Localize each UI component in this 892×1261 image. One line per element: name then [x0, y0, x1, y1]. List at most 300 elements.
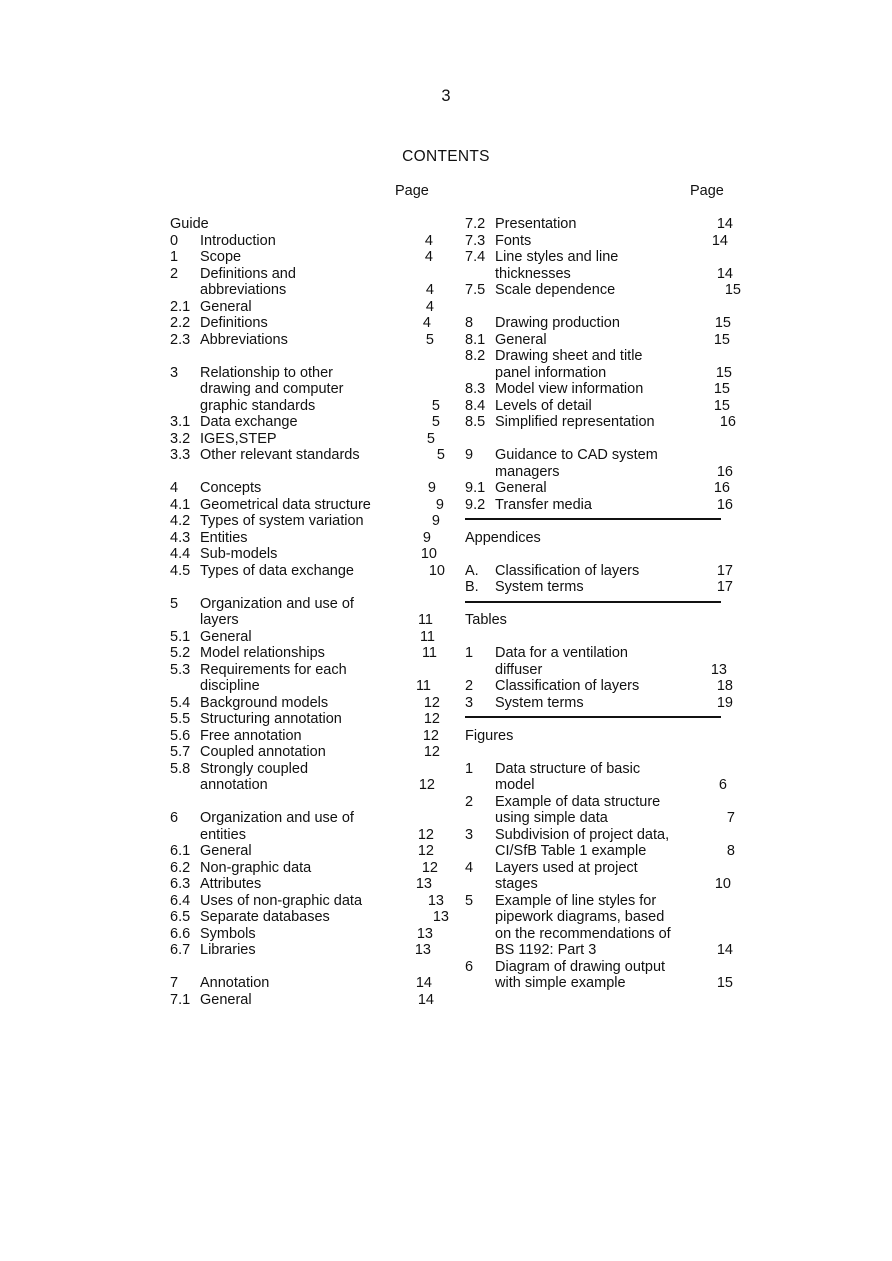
contents-entry: [465, 282, 745, 299]
entry-page-number: 5: [436, 447, 445, 463]
entry-title: stages: [495, 876, 538, 892]
section-divider: [465, 711, 745, 728]
entry-title: Coupled annotation: [200, 744, 326, 760]
spacer: [465, 629, 745, 646]
entry-number: 6.3: [170, 876, 191, 892]
contents-entry: [465, 843, 745, 860]
entry-page-number: 13: [415, 876, 432, 892]
entry-page-number: 19: [716, 694, 733, 711]
entry-number: 8: [465, 315, 474, 331]
contents-entry: [465, 579, 745, 596]
entry-title: Types of system variation: [200, 513, 364, 529]
entry-number: 7.2: [465, 216, 486, 232]
contents-entry: [465, 777, 745, 794]
contents-entry: [170, 480, 445, 497]
contents-entry: [465, 662, 745, 679]
contents-entry: [465, 480, 745, 497]
entry-number: 5.8: [170, 760, 191, 777]
entry-number: 5.3: [170, 661, 191, 678]
entry-title: General: [495, 331, 547, 348]
page-number: 3: [441, 87, 451, 105]
entry-title: Fonts: [495, 232, 532, 249]
entry-page-number: 11: [417, 612, 433, 628]
contents-entry: [465, 365, 745, 382]
entry-title: Relationship to other: [200, 364, 333, 381]
heading-label: Tables: [465, 612, 507, 628]
contents-entry: [170, 414, 445, 431]
contents-entry: [170, 926, 445, 943]
contents-entry: [170, 381, 445, 398]
entry-page-number: 10: [420, 546, 437, 562]
spacer: [170, 959, 445, 976]
contents-entry: [170, 530, 445, 547]
entry-title: Transfer media: [495, 496, 592, 513]
entry-page-number: 9: [427, 480, 436, 496]
contents-entry: [465, 398, 745, 415]
entry-page-number: 4: [422, 315, 431, 331]
contents-entry: [465, 942, 745, 959]
contents-entry: [170, 893, 445, 910]
entry-page-number: 5: [425, 331, 434, 348]
entry-title: Layers used at project: [495, 859, 638, 876]
spacer: [170, 794, 445, 811]
entry-title: Geometrical data structure: [200, 496, 371, 513]
contents-entry: [170, 909, 449, 926]
contents-entry: [170, 662, 445, 679]
contents-entry: [465, 249, 745, 266]
contents-entry: [465, 315, 745, 332]
contents-title: CONTENTS: [402, 148, 490, 165]
entry-title: Line styles and line: [495, 249, 619, 265]
contents-entry: [170, 365, 445, 382]
contents-entry: [465, 794, 745, 811]
entry-title: entities: [200, 826, 246, 843]
contents-entry: [465, 216, 745, 233]
contents-entry: [170, 975, 445, 992]
entry-title: panel information: [495, 364, 607, 381]
contents-entry: [170, 843, 445, 860]
spacer: [170, 464, 445, 481]
entry-page-number: 8: [726, 843, 735, 859]
entry-title: diffuser: [495, 661, 543, 678]
entry-number: B.: [465, 579, 479, 595]
contents-entry: [170, 761, 445, 778]
entry-number: 4.2: [170, 513, 191, 529]
entry-page-number: 9: [435, 496, 444, 513]
entry-title: on the recommendations of: [495, 925, 671, 942]
entry-title: Entities: [200, 529, 248, 546]
entry-number: 3: [465, 694, 474, 711]
entry-page-number: 9: [422, 529, 431, 546]
contents-right-column: [465, 216, 745, 992]
entry-page-number: 15: [713, 381, 730, 397]
entry-number: 8.3: [465, 381, 486, 397]
heading-label: Appendices: [465, 529, 541, 546]
entry-title: Data structure of basic: [495, 760, 641, 777]
contents-heading: [465, 612, 745, 629]
entry-number: 9: [465, 447, 474, 463]
entry-page-number: 6: [718, 777, 727, 793]
entry-title: model: [495, 777, 535, 793]
entry-page-number: 15: [713, 331, 730, 348]
entry-number: 5.4: [170, 694, 191, 711]
entry-page-number: 15: [714, 315, 731, 331]
contents-entry: [465, 645, 745, 662]
contents-entry: [465, 678, 745, 695]
section-divider: [465, 513, 745, 530]
contents-heading: [170, 216, 445, 233]
entry-page-number: 12: [421, 859, 438, 876]
entry-page-number: 4: [425, 298, 434, 315]
entry-page-number: 16: [719, 414, 736, 430]
entry-number: 5.6: [170, 727, 191, 744]
entry-page-number: 4: [424, 249, 433, 265]
entry-number: 0: [170, 232, 179, 249]
entry-page-number: 12: [423, 711, 440, 727]
contents-entry: [465, 381, 745, 398]
entry-title: Requirements for each: [200, 661, 347, 678]
entry-number: 5: [170, 595, 179, 612]
entry-page-number: 16: [713, 480, 730, 496]
contents-entry: [170, 233, 445, 250]
entry-page-number: 15: [715, 364, 732, 381]
entry-number: A.: [465, 562, 479, 579]
entry-title: Scale dependence: [495, 282, 616, 298]
contents-entry: [465, 959, 745, 976]
entry-page-number: 13: [710, 661, 727, 678]
entry-page-number: 12: [423, 744, 440, 760]
entry-number: 4: [465, 859, 474, 876]
entry-title: Sub-models: [200, 546, 278, 562]
entry-title: Other relevant standards: [200, 447, 360, 463]
entry-page-number: 16: [716, 463, 733, 480]
contents-entry: [465, 926, 745, 943]
entry-title: IGES,STEP: [200, 430, 277, 447]
entry-title: System terms: [495, 694, 584, 711]
entry-title: BS 1192: Part 3: [495, 942, 597, 958]
section-divider: [465, 596, 745, 613]
heading-label: Guide: [170, 216, 209, 232]
entry-title: discipline: [200, 678, 260, 694]
contents-entry: [170, 513, 445, 530]
contents-entry: [465, 893, 745, 910]
entry-page-number: 14: [716, 216, 733, 232]
entry-page-number: 5: [431, 397, 440, 414]
contents-entry: [170, 497, 445, 514]
contents-entry: [465, 975, 745, 992]
contents-entry: [170, 315, 445, 332]
entry-number: 2.2: [170, 315, 191, 331]
contents-entry: [170, 546, 445, 563]
entry-title: annotation: [200, 777, 268, 793]
contents-entry: [465, 695, 745, 712]
entry-title: Uses of non-graphic data: [200, 892, 363, 909]
entry-number: 3: [465, 826, 474, 843]
entry-title: Subdivision of project data,: [495, 826, 670, 843]
spacer: [465, 431, 745, 448]
entry-title: Definitions: [200, 315, 268, 331]
entry-number: 4.5: [170, 562, 191, 579]
divider-line: [465, 601, 721, 603]
entry-number: 4.3: [170, 529, 191, 546]
entry-number: 5.2: [170, 645, 191, 661]
entry-title: using simple data: [495, 810, 608, 826]
entry-title: Symbols: [200, 925, 256, 942]
contents-left-column: [170, 216, 449, 1008]
entry-number: 6.7: [170, 942, 191, 958]
divider-line: [465, 716, 721, 718]
contents-entry: [465, 810, 745, 827]
entry-number: 2.1: [170, 298, 191, 315]
entry-title: Classification of layers: [495, 562, 640, 579]
entry-title: Structuring annotation: [200, 711, 342, 727]
entry-title: Example of data structure: [495, 793, 661, 810]
entry-page-number: 12: [417, 843, 434, 859]
entry-title: Diagram of drawing output: [495, 958, 666, 975]
entry-title: Definitions and: [200, 265, 296, 282]
entry-page-number: 15: [713, 397, 730, 414]
entry-title: Strongly coupled: [200, 760, 309, 777]
contents-heading: [465, 530, 745, 547]
entry-number: 5.7: [170, 744, 191, 760]
entry-page-number: 5: [431, 414, 440, 430]
contents-entry: [170, 876, 445, 893]
entry-page-number: 11: [415, 678, 431, 694]
entry-number: 9.2: [465, 496, 486, 513]
contents-entry: [170, 629, 445, 646]
contents-entry: [170, 282, 445, 299]
contents-entry: [170, 431, 445, 448]
entry-title: abbreviations: [200, 282, 287, 298]
entry-number: 6.5: [170, 909, 191, 925]
entry-title: Attributes: [200, 876, 262, 892]
entry-page-number: 11: [419, 628, 435, 645]
entry-title: CI/SfB Table 1 example: [495, 843, 647, 859]
entry-page-number: 9: [431, 513, 440, 529]
contents-entry: [170, 992, 445, 1009]
entry-title: Data exchange: [200, 414, 298, 430]
entry-title: Simplified representation: [495, 414, 655, 430]
entry-number: 7.1: [170, 991, 191, 1008]
entry-title: Libraries: [200, 942, 256, 958]
entry-title: General: [495, 480, 547, 496]
contents-entry: [465, 464, 745, 481]
contents-entry: [170, 728, 445, 745]
entry-page-number: 15: [716, 975, 733, 991]
entry-page-number: 14: [716, 265, 733, 282]
contents-entry: [465, 348, 745, 365]
contents-heading: [465, 728, 745, 745]
entry-number: 5.5: [170, 711, 191, 727]
divider-line: [465, 518, 721, 520]
contents-entry: [170, 266, 445, 283]
entry-title: pipework diagrams, based: [495, 909, 665, 925]
entry-page-number: 17: [716, 579, 733, 595]
entry-title: Model relationships: [200, 645, 325, 661]
entry-title: Data for a ventilation: [495, 645, 628, 661]
spacer: [465, 546, 745, 563]
entry-title: managers: [495, 463, 560, 480]
entry-page-number: 12: [418, 777, 435, 793]
entry-number: 6: [170, 810, 179, 826]
entry-title: Guidance to CAD system: [495, 447, 658, 463]
spacer: [170, 348, 445, 365]
entry-number: 3.3: [170, 447, 191, 463]
entry-number: 5.1: [170, 628, 191, 645]
entry-number: 3: [170, 364, 179, 381]
entry-title: System terms: [495, 579, 584, 595]
entry-page-number: 12: [423, 694, 440, 711]
entry-number: 6.4: [170, 892, 191, 909]
entry-title: Free annotation: [200, 727, 302, 744]
entry-number: 7.4: [465, 249, 486, 265]
contents-entry: [465, 233, 745, 250]
spacer: [465, 744, 745, 761]
contents-entry: [465, 827, 745, 844]
entry-page-number: 12: [417, 826, 434, 843]
entry-title: Model view information: [495, 381, 644, 397]
entry-title: Levels of detail: [495, 397, 592, 414]
contents-entry: [465, 876, 745, 893]
entry-page-number: 16: [716, 496, 733, 513]
contents-entry: [465, 332, 745, 349]
entry-title: Introduction: [200, 232, 276, 249]
entry-number: 4: [170, 480, 179, 496]
entry-page-number: 4: [425, 282, 434, 298]
entry-title: layers: [200, 612, 239, 628]
entry-number: 2: [465, 678, 474, 694]
contents-entry: [170, 827, 445, 844]
entry-number: 8.4: [465, 397, 486, 414]
contents-entry: [170, 563, 445, 580]
contents-entry: [465, 414, 745, 431]
entry-title: Scope: [200, 249, 242, 265]
entry-page-number: 13: [427, 892, 444, 909]
entry-title: General: [200, 991, 252, 1008]
entry-title: Concepts: [200, 480, 262, 496]
heading-label: Figures: [465, 727, 514, 744]
entry-page-number: 10: [428, 562, 445, 579]
contents-entry: [170, 299, 445, 316]
entry-title: Organization and use of: [200, 810, 354, 826]
contents-entry: [170, 777, 445, 794]
entry-number: 9.1: [465, 480, 486, 496]
contents-entry: [465, 497, 745, 514]
entry-title: Background models: [200, 694, 329, 711]
contents-entry: [170, 810, 445, 827]
entry-page-number: 11: [421, 645, 437, 661]
entry-title: Classification of layers: [495, 678, 640, 694]
entry-title: Separate databases: [200, 909, 330, 925]
entry-number: 8.2: [465, 348, 486, 364]
contents-entry: [170, 678, 445, 695]
entry-title: Non-graphic data: [200, 859, 312, 876]
entry-number: 1: [170, 249, 179, 265]
contents-entry: [170, 596, 445, 613]
entry-number: 1: [465, 645, 474, 661]
contents-entry: [465, 447, 745, 464]
contents-entry: [170, 398, 445, 415]
entry-number: 6.1: [170, 843, 191, 859]
entry-number: 3.1: [170, 414, 191, 430]
entry-title: drawing and computer: [200, 381, 344, 397]
page-column-header-right: Page: [690, 183, 724, 199]
entry-number: 7.3: [465, 232, 486, 249]
entry-page-number: 14: [415, 975, 432, 991]
entry-title: Organization and use of: [200, 595, 354, 612]
entry-number: 8.1: [465, 331, 486, 348]
entry-number: 8.5: [465, 414, 486, 430]
entry-page-number: 13: [414, 942, 431, 958]
entry-number: 7.5: [465, 282, 486, 298]
entry-title: Drawing production: [495, 315, 620, 331]
contents-entry: [170, 645, 445, 662]
entry-title: General: [200, 628, 252, 645]
contents-entry: [465, 761, 745, 778]
contents-entry: [170, 612, 445, 629]
entry-number: 1: [465, 760, 474, 777]
spacer: [170, 579, 445, 596]
contents-entry: [170, 447, 445, 464]
spacer: [465, 299, 745, 316]
entry-number: 2: [465, 793, 474, 810]
entry-page-number: 10: [714, 876, 731, 892]
entry-title: General: [200, 298, 252, 315]
contents-entry: [170, 249, 445, 266]
contents-entry: [465, 909, 745, 926]
entry-page-number: 15: [724, 282, 741, 298]
entry-title: Example of line styles for: [495, 892, 657, 909]
contents-entry: [170, 744, 445, 761]
entry-title: with simple example: [495, 975, 626, 991]
contents-entry: [465, 266, 745, 283]
entry-number: 4.4: [170, 546, 191, 562]
entry-page-number: 13: [416, 925, 433, 942]
entry-number: 7: [170, 975, 179, 991]
entry-number: 3.2: [170, 430, 191, 447]
entry-number: 6: [465, 958, 474, 975]
entry-number: 6.2: [170, 859, 191, 876]
entry-page-number: 14: [417, 991, 434, 1008]
entry-title: thicknesses: [495, 265, 571, 282]
entry-title: Abbreviations: [200, 331, 288, 348]
entry-page-number: 17: [716, 562, 733, 579]
entry-title: General: [200, 843, 252, 859]
entry-number: 4.1: [170, 496, 191, 513]
contents-entry: [170, 860, 445, 877]
entry-title: Annotation: [200, 975, 270, 991]
contents-entry: [170, 695, 445, 712]
entry-page-number: 7: [726, 810, 735, 826]
contents-entry: [170, 332, 445, 349]
entry-title: Drawing sheet and title: [495, 348, 643, 364]
entry-page-number: 4: [424, 232, 433, 249]
entry-title: Presentation: [495, 216, 577, 232]
entry-number: 6.6: [170, 925, 191, 942]
entry-page-number: 14: [716, 942, 733, 958]
entry-page-number: 12: [422, 727, 439, 744]
entry-page-number: 13: [432, 909, 449, 925]
entry-title: Types of data exchange: [200, 562, 354, 579]
entry-page-number: 18: [716, 678, 733, 694]
entry-page-number: 14: [711, 232, 728, 249]
page-column-header-left: Page: [395, 183, 429, 199]
entry-title: graphic standards: [200, 397, 316, 414]
contents-entry: [465, 860, 745, 877]
entry-number: 5: [465, 892, 474, 909]
contents-entry: [170, 711, 445, 728]
entry-number: 2.3: [170, 331, 191, 348]
